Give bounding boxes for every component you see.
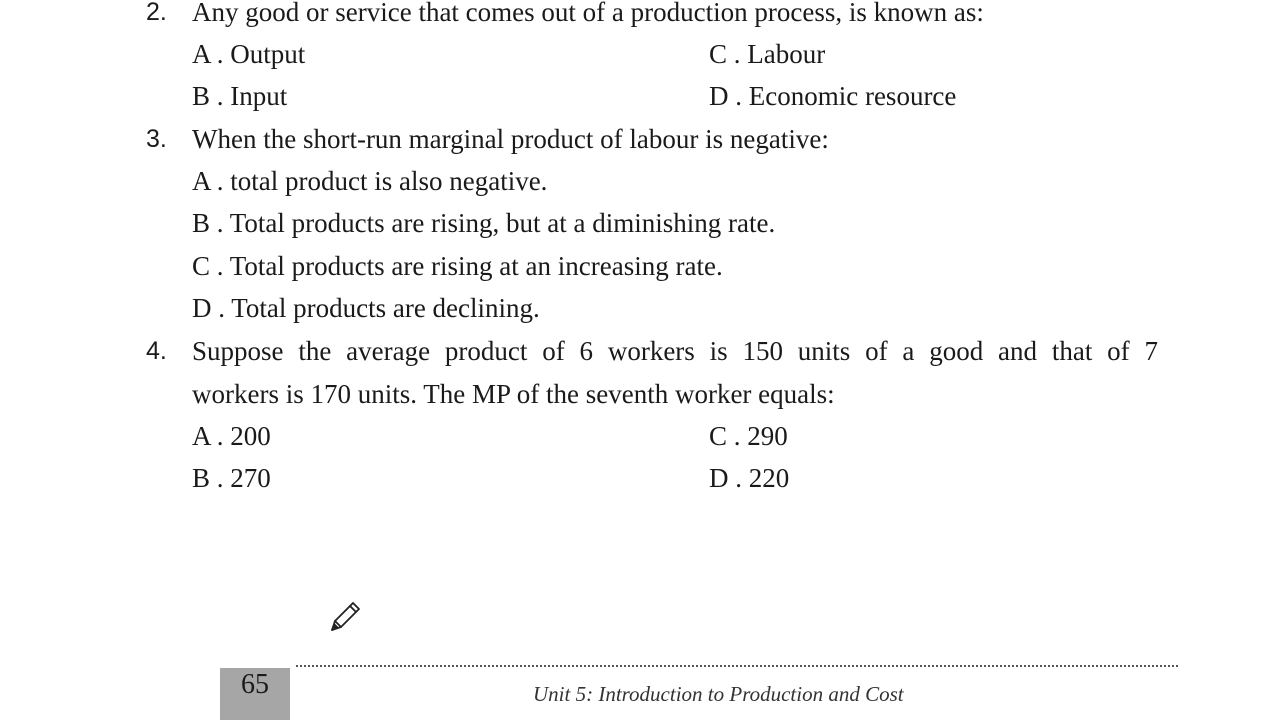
pencil-icon[interactable]	[328, 598, 364, 634]
question-text-line1: Suppose the average product of 6 workers is 150 units of a good and that of 7	[192, 336, 1158, 366]
running-footer-title: Unit 5: Introduction to Production and Cost	[533, 682, 904, 706]
question-text: When the short-run marginal product of labour is negative:	[192, 124, 829, 154]
option-d: D . Total products are declining.	[192, 293, 540, 323]
question-text: Any good or service that comes out of a production process, is known as:	[192, 0, 984, 27]
question-2-stem	[0, 0, 1280, 33]
question-number: 2.	[146, 0, 167, 26]
option-a: A . total product is also negative.	[192, 166, 548, 196]
question-4-stem-line2	[0, 373, 1280, 415]
option-c: C . 290	[709, 421, 788, 451]
option-a: A . Output	[192, 39, 306, 69]
question-4-stem-line1	[0, 330, 1280, 372]
question-3-stem	[0, 118, 1280, 160]
option-b: B . Total products are rising, but at a diminishing rate.	[192, 208, 776, 238]
question-text-line2: workers is 170 units. The MP of the seventh worker equals:	[192, 379, 835, 409]
option-c: C . Total products are rising at an increasing rate.	[192, 251, 723, 281]
question-number: 4.	[146, 337, 167, 365]
option-b: B . Input	[192, 81, 288, 111]
option-a: A . 200	[192, 421, 271, 451]
option-c: C . Labour	[709, 39, 826, 69]
question-number: 3.	[146, 125, 167, 153]
page-number: 65	[241, 669, 269, 700]
footer-divider	[296, 665, 1178, 667]
option-d: D . Economic resource	[709, 81, 957, 111]
option-d: D . 220	[709, 463, 790, 493]
option-b: B . 270	[192, 463, 271, 493]
